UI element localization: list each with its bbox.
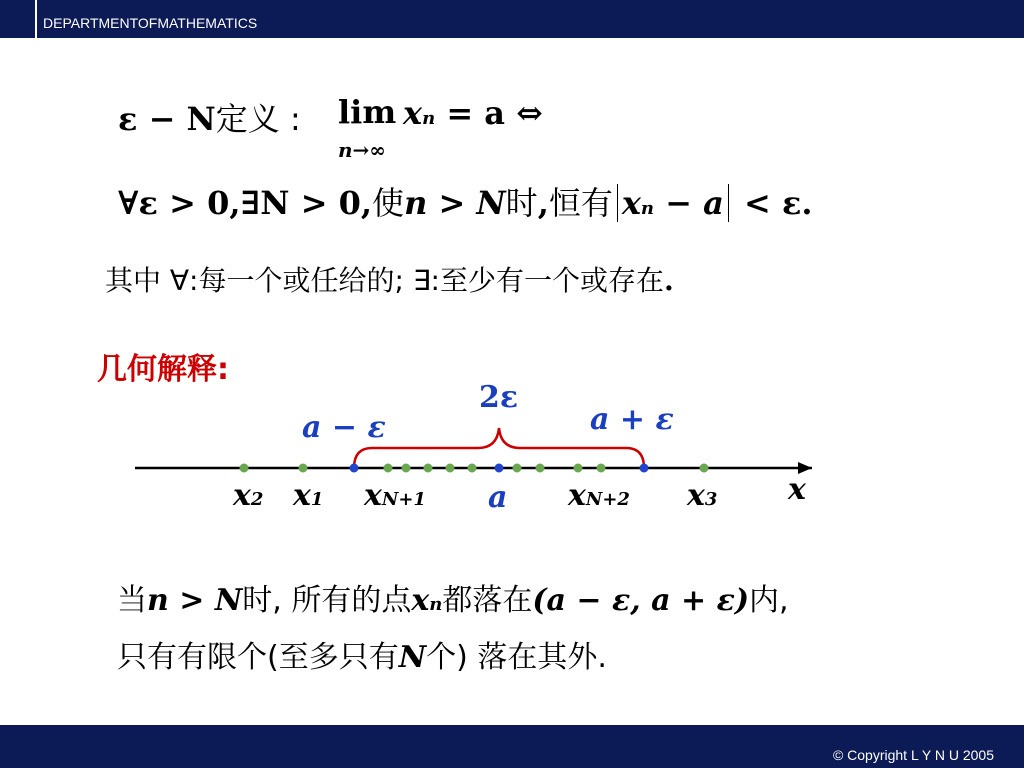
cond-n-gt-N: n > N — [404, 184, 506, 222]
where-semicolon: ; ∃: — [394, 264, 440, 297]
limit-expression — [403, 94, 543, 132]
copyright-text: © Copyright L Y N U 2005 — [832, 747, 994, 763]
definition-word: 定义 : — [215, 100, 301, 138]
point-inside — [384, 464, 393, 473]
point-a-minus-eps — [350, 464, 359, 473]
cond-hengyou: 恒有 — [548, 184, 613, 222]
point-x3 — [700, 464, 709, 473]
c1-cond: n > N — [147, 583, 243, 618]
eps-minus-n: ε − N — [118, 100, 216, 138]
point-inside — [597, 464, 606, 473]
department-title: DEPARTMENTOFMATHEMATICS — [43, 15, 258, 31]
point-a — [495, 464, 504, 473]
where-period: . — [664, 264, 674, 297]
label-xN2-sub: N+2 — [585, 489, 630, 510]
point-inside — [513, 464, 522, 473]
equals-a: = a ⇔ — [435, 94, 543, 132]
label-xN1-main: x — [364, 478, 382, 513]
quantifier-explanation — [105, 259, 674, 299]
epsilon-condition — [118, 178, 813, 224]
lim-operator: lim — [338, 93, 397, 131]
cond-end: < ε. — [732, 184, 813, 222]
header-separator — [35, 0, 37, 38]
where-lead: 其中 ∀: — [105, 264, 199, 297]
conclusion-line-2 — [117, 632, 607, 676]
c1-x: x — [411, 583, 430, 618]
point-inside — [402, 464, 411, 473]
c1-shi: 时, 所有的点 — [242, 583, 412, 618]
label-x1 — [293, 478, 323, 513]
c2-b: 个) 落在其外. — [426, 640, 607, 675]
geometric-interpretation-title: 几何解释: — [97, 352, 229, 387]
c1-rest: 都落在 — [442, 583, 533, 618]
point-inside — [536, 464, 545, 473]
label-x2-sub: 2 — [250, 489, 264, 510]
c1-n: n — [429, 594, 443, 615]
two-epsilon-label: 2ε — [479, 380, 519, 415]
a-minus-epsilon-label: a − ε — [302, 410, 386, 445]
c1-end: 内, — [749, 583, 789, 618]
point-inside — [446, 464, 455, 473]
label-x1-main: x — [293, 478, 311, 513]
header-bar — [0, 0, 1024, 38]
n-subscript: n — [422, 108, 436, 129]
abs-x: x — [621, 184, 641, 222]
label-x3 — [687, 478, 717, 513]
conclusion-line-1 — [117, 575, 789, 619]
c2-a: 只有有限个(至多只有 — [117, 640, 399, 675]
c1-dang: 当 — [117, 583, 147, 618]
point-inside — [574, 464, 583, 473]
point-x1 — [299, 464, 308, 473]
c2-N: N — [398, 640, 427, 675]
point-a-plus-eps — [640, 464, 649, 473]
point-inside — [468, 464, 477, 473]
footer-bar — [0, 725, 1024, 768]
lim-subscript: n→∞ — [338, 138, 386, 162]
label-x1-sub: 1 — [310, 489, 324, 510]
label-xN1 — [364, 478, 426, 513]
abs-n: n — [640, 198, 655, 219]
number-line-diagram — [0, 380, 1024, 534]
forall-desc: 每一个或任给的 — [198, 264, 395, 297]
axis-x-label: x — [788, 472, 806, 507]
exists-desc: 至少有一个或存在 — [439, 264, 664, 297]
label-xN2 — [568, 478, 630, 513]
abs-value — [617, 184, 729, 222]
cond-shi2: 时 — [505, 184, 538, 222]
label-xN1-sub: N+1 — [381, 489, 426, 510]
label-x3-main: x — [687, 478, 705, 513]
a-plus-epsilon-label: a + ε — [590, 402, 674, 437]
cond-quantifiers: ∀ε > 0,∃N > 0, — [118, 184, 373, 222]
label-x2 — [233, 478, 263, 513]
c1-interval: (a − ε, a + ε) — [532, 583, 750, 618]
label-a-center: a — [488, 480, 508, 515]
point-inside — [424, 464, 433, 473]
point-x2 — [240, 464, 249, 473]
cond-shi: 使 — [372, 184, 405, 222]
label-x2-main: x — [233, 478, 251, 513]
cond-comma: , — [537, 184, 549, 222]
label-x3-sub: 3 — [704, 489, 718, 510]
abs-rest: − a — [654, 184, 724, 222]
label-xN2-main: x — [568, 478, 586, 513]
x-symbol: x — [403, 94, 423, 132]
definition-label — [118, 94, 301, 140]
